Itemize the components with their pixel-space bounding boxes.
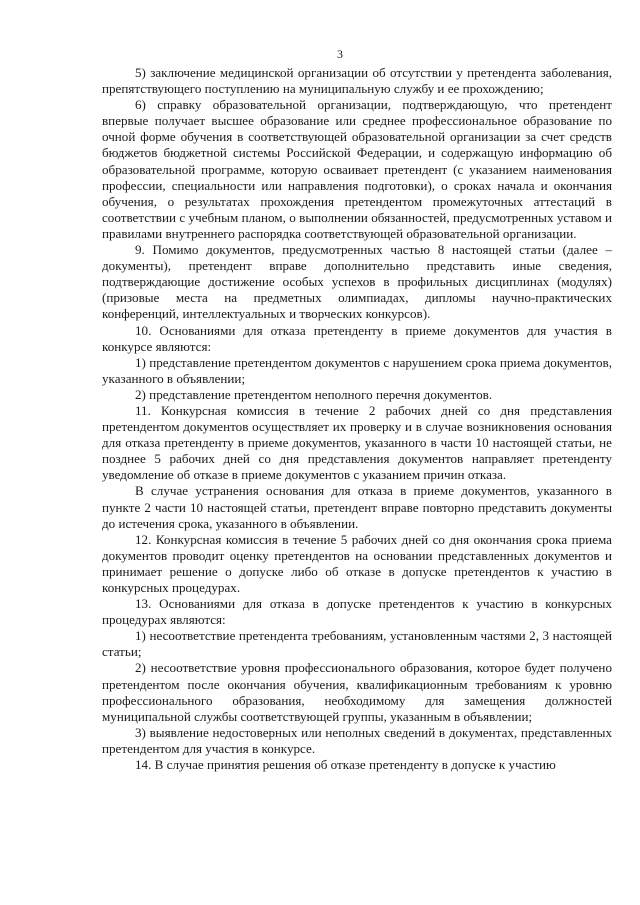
paragraph-section-10-item-2: 2) представление претендентом неполного перечня документов.	[135, 386, 493, 402]
paragraph-section-13-item-1: 1) несоответствие претендента требованиям, установленным частями 2, 3 настоящей статьи;	[102, 628, 612, 660]
paragraph-section-13-item-3: 3) выявление недостоверных или неполных сведений в документах, представленных претендентом для участия в конкурсе.	[102, 724, 612, 756]
paragraph-section-14: 14. В случае принятия решения об отказе претенденту в допуске к участию	[135, 757, 556, 773]
document-body	[102, 65, 612, 773]
page-number: 3	[337, 47, 343, 61]
paragraph-section-12: 12. Конкурсная комиссия в течение 5 рабочих дней со дня окончания срока приема документов проводит оценку претендентов на основании представленных документов и принимает решение о допуске либо об отказе в допуске претендентов к участию в конкурсных процедурах.	[102, 531, 612, 595]
paragraph-section-13-item-2: 2) несоответствие уровня профессионального образования, которое будет получено претендентом после окончания обучения, квалификационным требованиям к уровню профессионального образования, необходимому для замещения должностей муниципальной службы соответствующей группы, указанным в объявлении;	[102, 660, 612, 724]
paragraph-section-11: 11. Конкурсная комиссия в течение 2 рабочих дней со дня представления претендентом документов осуществляет их проверку и в случае возникновения основания для отказа претенденту в приеме документов, указанного в части 10 настоящей статьи, не позднее 5 рабочих дней со дня представления документов направляет претенденту уведомление об отказе в приеме документов с указанием причин отказа.	[102, 402, 612, 483]
paragraph-section-10: 10. Основаниями для отказа претенденту в приеме документов для участия в конкурсе являются:	[102, 322, 612, 354]
paragraph-item-6: 6) справку образовательной организации, подтверждающую, что претендент впервые получает высшее образование или среднее профессиональное образование по очной форме обучения в соответствующей образовательной организации за счет средств бюджетов бюджетной системы Российской Федерации, и содержащую информацию об образовательной программе, которую осваивает претендент (с указанием наименования профессии, специальности или направления подготовки), о сроках начала и окончания обучения, о результатах прохождения претендентом промежуточных аттестаций в соответствии с учебным планом, о выполнении обязанностей, предусмотренных уставом и правилами внутреннего распорядка соответствующей образовательной организации.	[102, 97, 612, 241]
paragraph-section-13: 13. Основаниями для отказа в допуске претендентов к участию в конкурсных процедурах являются:	[102, 596, 612, 628]
paragraph-section-10-item-1: 1) представление претендентом документов с нарушением срока приема документов, указанного в объявлении;	[102, 354, 612, 386]
paragraph-section-11-continuation: В случае устранения основания для отказа в приеме документов, указанного в пункте 2 части 10 настоящей статьи, претендент вправе повторно представить документы до истечения срока, указанного в объявлении.	[102, 483, 612, 531]
paragraph-section-9: 9. Помимо документов, предусмотренных частью 8 настоящей статьи (далее – документы), претендент вправе дополнительно представить иные сведения, подтверждающие достижение особых успехов в профильных дисциплинах (модулях) (призовые места на предметных олимпиадах, дипломы научно-практических конференций, интеллектуальных и творческих конкурсов).	[102, 242, 612, 322]
paragraph-item-5: 5) заключение медицинской организации об отсутствии у претендента заболевания, препятствующего поступлению на муниципальную службу и ее прохождению;	[102, 65, 612, 97]
